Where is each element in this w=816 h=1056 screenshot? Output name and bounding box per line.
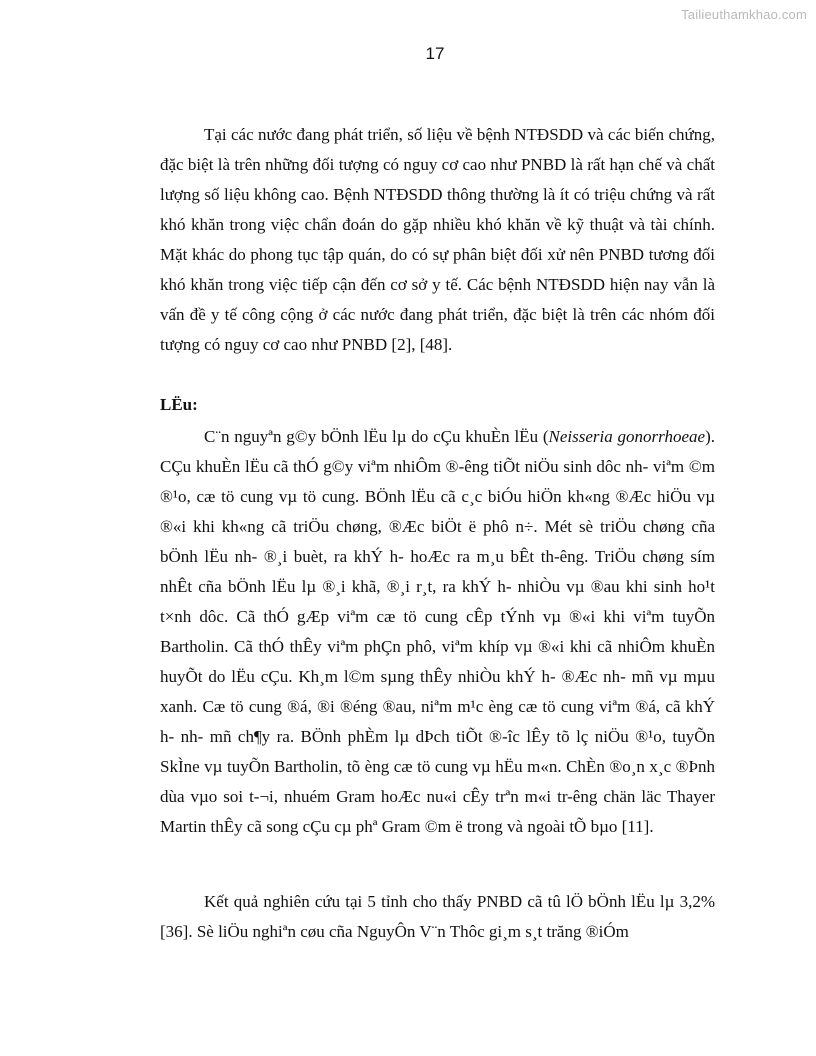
result-paragraph-block	[160, 887, 715, 947]
lau-paragraph-prefix: C¨n nguyªn g©y bÖnh lËu lµ do cÇu khuÈn lËu (	[204, 427, 549, 446]
intro-paragraph-block	[160, 120, 715, 360]
lau-paragraph-rest: ). CÇu khuÈn lËu cã thÓ g©y viªm nhiÔm ®-êng tiÕt niÖu sinh dôc nh- viªm ©m ®¹o, cæ tö cung vµ tö cung. BÖnh lËu cã c¸c biÓu hiÖn kh«ng ®Æc hiÖu vµ ®«i khi kh«ng cã triÖu chøng, ®Æc biÖt ë phô n÷. Mét sè triÖu chøng cña bÖnh lËu nh- ®¸i buèt, ra khÝ h- hoÆc ra m¸u bÊt th-êng. TriÖu chøng sím nhÊt cña bÖnh lËu lµ ®¸i khã, ®¸i r¸t, ra khÝ h- nhiÒu vµ ®au khi sinh ho¹t t×nh dôc. Cã thÓ gÆp viªm cæ tö cung cÊp tÝnh vµ ®«i khi viªm tuyÕn Bartholin. Cã thÓ thÊy viªm phÇn phô, viªm khíp vµ ®«i khi cã nhiÔm khuÈn huyÕt do lËu cÇu. Kh¸m l©m sµng thÊy nhiÒu khÝ h- ®Æc nh- mñ vµ mµu xanh. Cæ tö cung ®á, ®i ®éng ®au, niªm m¹c èng cæ tö cung viªm ®á, cã khÝ h- nh- mñ ch¶y ra. BÖnh phÈm lµ dÞch tiÕt ®-îc lÊy tõ lç niÖu ®¹o, tuyÕn SkÌne vµ tuyÕn Bartholin, tõ èng cæ tö cung vµ hËu m«n. ChÈn ®o¸n x¸c ®Þnh dùa vµo soi t-¬i, nhuém Gram hoÆc nu«i cÊy trªn m«i tr-êng chän läc Thayer Martin thÊy cã song cÇu cµ phª Gram ©m ë trong và ngoài tÕ bµo [11].	[160, 427, 715, 836]
section-heading-lau: LËu:	[160, 395, 198, 414]
lau-paragraph-block	[160, 422, 715, 842]
watermark: Tailieuthamkhao.com	[681, 7, 807, 22]
lau-paragraph	[160, 422, 715, 842]
species-name: Neisseria gonorrhoeae	[548, 427, 706, 446]
page-number: 17	[425, 44, 445, 63]
result-paragraph: Kết quả nghiên cứu tại 5 tỉnh cho thấy PNBD cã tû lÖ bÖnh lËu lµ 3,2% [36]. Sè liÖu nghiªn cøu cña NguyÔn V¨n Thôc gi¸m s¸t trăng ®iÓm	[160, 892, 715, 941]
intro-paragraph: Tại các nước đang phát triển, số liệu về bệnh NTĐSDD và các biến chứng, đặc biệt là trên những đối tượng có nguy cơ cao như PNBD là rất hạn chế và chất lượng số liệu không cao. Bệnh NTĐSDD thông thường là ít có triệu chứng và rất khó khăn trong việc chẩn đoán do gặp nhiều khó khăn về kỹ thuật và tài chính. Mặt khác do phong tục tập quán, do có sự phân biệt đối xử nên PNBD tương đối khó khăn trong việc tiếp cận đến cơ sở y tế. Các bệnh NTĐSDD hiện nay vẫn là vấn đề y tế công cộng ở các nước đang phát triển, đặc biệt là trên các nhóm đối tượng có nguy cơ cao như PNBD [2], [48].	[160, 125, 715, 354]
